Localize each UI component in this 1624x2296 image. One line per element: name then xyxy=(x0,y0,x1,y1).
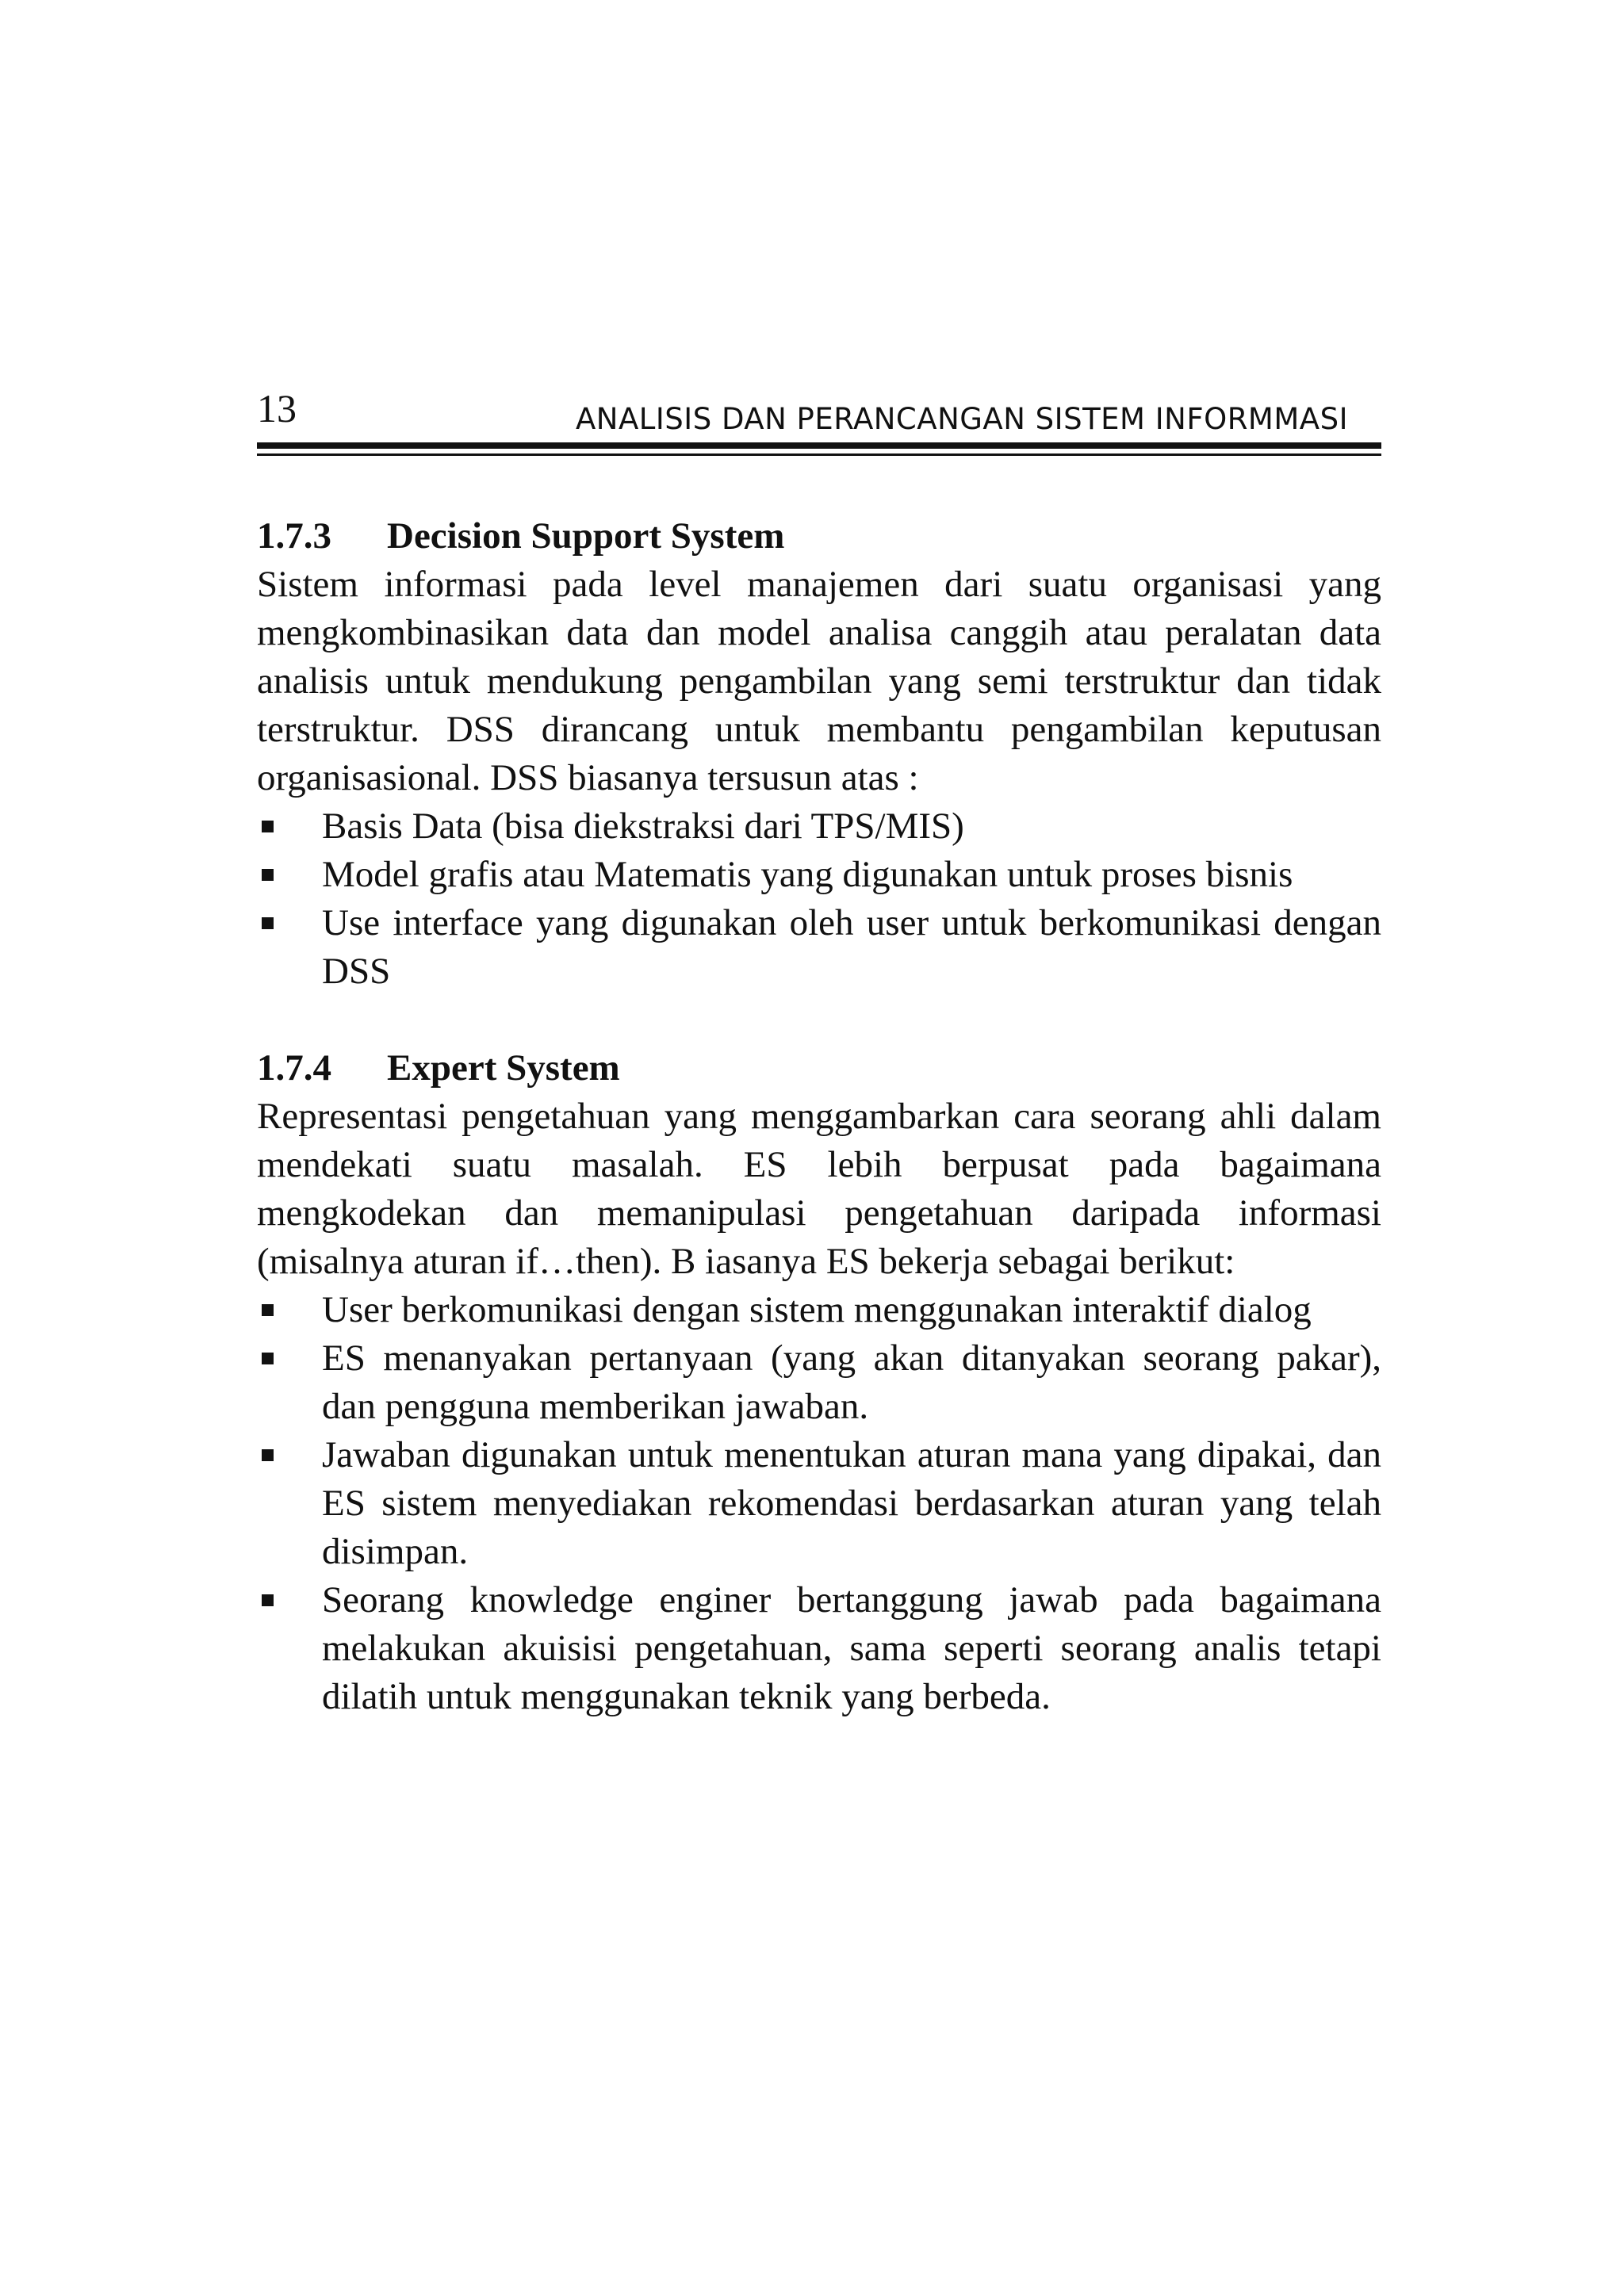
section-paragraph: Sistem informasi pada level manajemen dari suatu organisasi yang mengkombinasikan data dan model analisa canggih atau peralatan data analisis untuk mendukung pengambilan yang semi terstruktur dan tidak terstruktur. DSS dirancang untuk membantu pengambilan keputusan organisasional. DSS biasanya tersusun atas : xyxy=(257,564,1381,798)
page-content xyxy=(257,512,1381,1721)
list-item-text: User berkomunikasi dengan sistem menggunakan interaktif dialog xyxy=(322,1289,1312,1330)
running-title: ANALISIS DAN PERANCANGAN SISTEM INFORMMASI xyxy=(575,402,1348,436)
section-number: 1.7.4 xyxy=(257,1047,331,1089)
section-heading-expert-system xyxy=(257,1044,1381,1093)
section-paragraph: Representasi pengetahuan yang menggambarkan cara seorang ahli dalam mendekati suatu masalah. ES lebih berpusat pada bagaimana mengkodekan dan memanipulasi pengetahuan daripada informasi (misalnya aturan if…then). B iasanya ES bekerja sebagai berikut: xyxy=(257,1096,1381,1282)
section-heading-dss xyxy=(257,512,1381,561)
list-item xyxy=(257,1286,1381,1334)
square-bullet-icon xyxy=(262,1353,274,1364)
section-title: Expert System xyxy=(387,1047,620,1089)
list-item-text: Basis Data (bisa diekstraksi dari TPS/MIS) xyxy=(322,806,964,847)
list-item xyxy=(257,1431,1381,1576)
list-item-text: Jawaban digunakan untuk menentukan aturan mana yang dipakai, dan ES sistem menyediakan rekomendasi berdasarkan aturan yang telah disimpan. xyxy=(322,1434,1381,1572)
page-header xyxy=(257,381,1381,460)
page-number: 13 xyxy=(257,386,297,430)
list-item xyxy=(257,802,1381,851)
square-bullet-icon xyxy=(262,869,274,881)
bullet-list-es xyxy=(257,1286,1381,1721)
list-item xyxy=(257,1576,1381,1721)
section-number: 1.7.3 xyxy=(257,515,331,557)
list-item-text: ES menanyakan pertanyaan (yang akan ditanyakan seorang pakar), dan pengguna memberikan jawaban. xyxy=(322,1337,1381,1427)
header-rule-thick xyxy=(257,442,1381,449)
list-item xyxy=(257,899,1381,996)
list-item xyxy=(257,1334,1381,1431)
section-title: Decision Support System xyxy=(387,515,785,557)
square-bullet-icon xyxy=(262,917,274,929)
square-bullet-icon xyxy=(262,1304,274,1316)
section-gap xyxy=(257,996,1381,1044)
square-bullet-icon xyxy=(262,1449,274,1461)
list-item-text: Seorang knowledge enginer bertanggung jawab pada bagaimana melakukan akuisisi pengetahuan, sama seperti seorang analis tetapi dilatih untuk menggunakan teknik yang berbeda. xyxy=(322,1579,1381,1717)
header-rule-thin xyxy=(257,453,1381,456)
bullet-list-dss xyxy=(257,802,1381,996)
list-item-text: Use interface yang digunakan oleh user untuk berkomunikasi dengan DSS xyxy=(322,902,1381,992)
list-item-text: Model grafis atau Matematis yang digunakan untuk proses bisnis xyxy=(322,854,1293,895)
list-item xyxy=(257,851,1381,899)
square-bullet-icon xyxy=(262,1594,274,1606)
square-bullet-icon xyxy=(262,821,274,832)
